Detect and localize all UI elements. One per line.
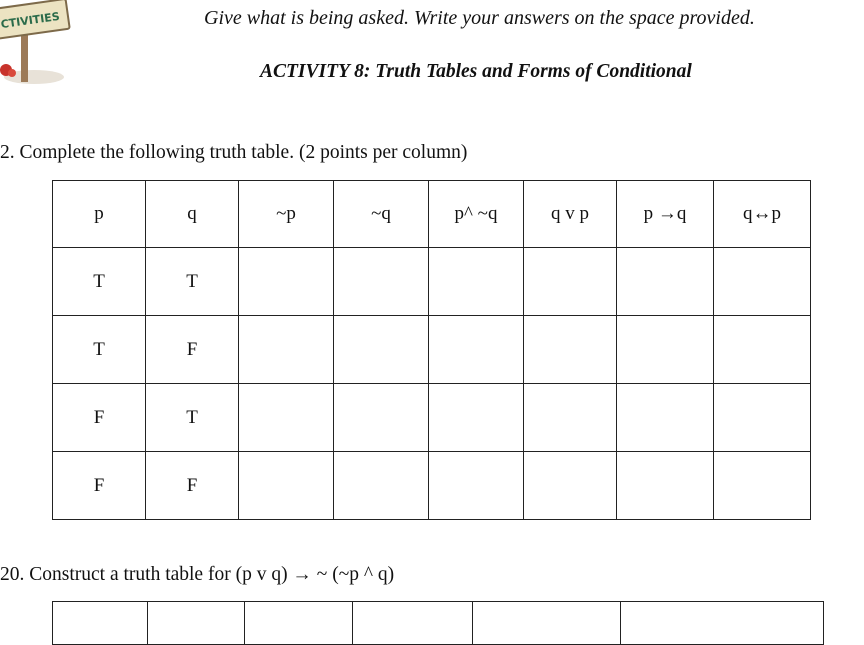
table-row	[53, 316, 811, 384]
answer-cell[interactable]	[714, 248, 811, 316]
answer-cell[interactable]	[429, 316, 524, 384]
column-header: q v p	[524, 181, 617, 248]
answer-cell[interactable]	[334, 384, 429, 452]
table-row	[53, 602, 824, 645]
answer-cell[interactable]	[334, 316, 429, 384]
table-cell: T	[146, 384, 239, 452]
answer-cell[interactable]	[148, 602, 245, 645]
answer-cell[interactable]	[334, 452, 429, 520]
answer-cell[interactable]	[239, 384, 334, 452]
answer-cell[interactable]	[239, 452, 334, 520]
table-cell: T	[53, 248, 146, 316]
activities-sign-logo	[0, 0, 72, 90]
answer-cell[interactable]	[714, 316, 811, 384]
column-header: p^ ~q	[429, 181, 524, 248]
answer-cell[interactable]	[429, 384, 524, 452]
column-header: ~p	[239, 181, 334, 248]
answer-cell[interactable]	[429, 452, 524, 520]
truth-table-header	[53, 181, 811, 248]
answer-cell[interactable]	[239, 316, 334, 384]
activity-title: ACTIVITY 8: Truth Tables and Forms of Conditional	[260, 61, 692, 82]
truth-table	[52, 180, 811, 520]
column-header: q↔p	[714, 181, 811, 248]
column-header: p →q	[617, 181, 714, 248]
answer-cell[interactable]	[53, 602, 148, 645]
table-cell: F	[53, 384, 146, 452]
column-header: ~q	[334, 181, 429, 248]
sign-text: CTIVITIES	[0, 9, 61, 32]
answer-cell[interactable]	[353, 602, 473, 645]
answer-cell[interactable]	[524, 316, 617, 384]
answer-cell[interactable]	[714, 384, 811, 452]
logo-flower-small	[8, 69, 16, 77]
column-header: q	[146, 181, 239, 248]
answer-cell[interactable]	[617, 316, 714, 384]
answer-cell[interactable]	[714, 452, 811, 520]
table-row	[53, 452, 811, 520]
table-cell: F	[146, 316, 239, 384]
question-2-prompt: 20. Construct a truth table for (p v q) → ~ (~p ^ q)	[0, 564, 395, 585]
table-row	[53, 384, 811, 452]
answer-cell[interactable]	[621, 602, 824, 645]
table-row	[53, 248, 811, 316]
answer-cell[interactable]	[617, 384, 714, 452]
question-1-prompt: 2. Complete the following truth table. (2 points per column)	[0, 142, 468, 163]
second-truth-table	[52, 601, 824, 645]
table-cell: T	[146, 248, 239, 316]
answer-cell[interactable]	[524, 452, 617, 520]
table-cell: F	[146, 452, 239, 520]
answer-cell[interactable]	[524, 384, 617, 452]
answer-cell[interactable]	[617, 248, 714, 316]
table-cell: T	[53, 316, 146, 384]
answer-cell[interactable]	[239, 248, 334, 316]
answer-cell[interactable]	[617, 452, 714, 520]
answer-cell[interactable]	[334, 248, 429, 316]
instructions: Give what is being asked. Write your answers on the space provided.	[204, 7, 755, 29]
table-cell: F	[53, 452, 146, 520]
answer-cell[interactable]	[473, 602, 621, 645]
answer-cell[interactable]	[429, 248, 524, 316]
column-header: p	[53, 181, 146, 248]
answer-cell[interactable]	[245, 602, 353, 645]
answer-cell[interactable]	[524, 248, 617, 316]
